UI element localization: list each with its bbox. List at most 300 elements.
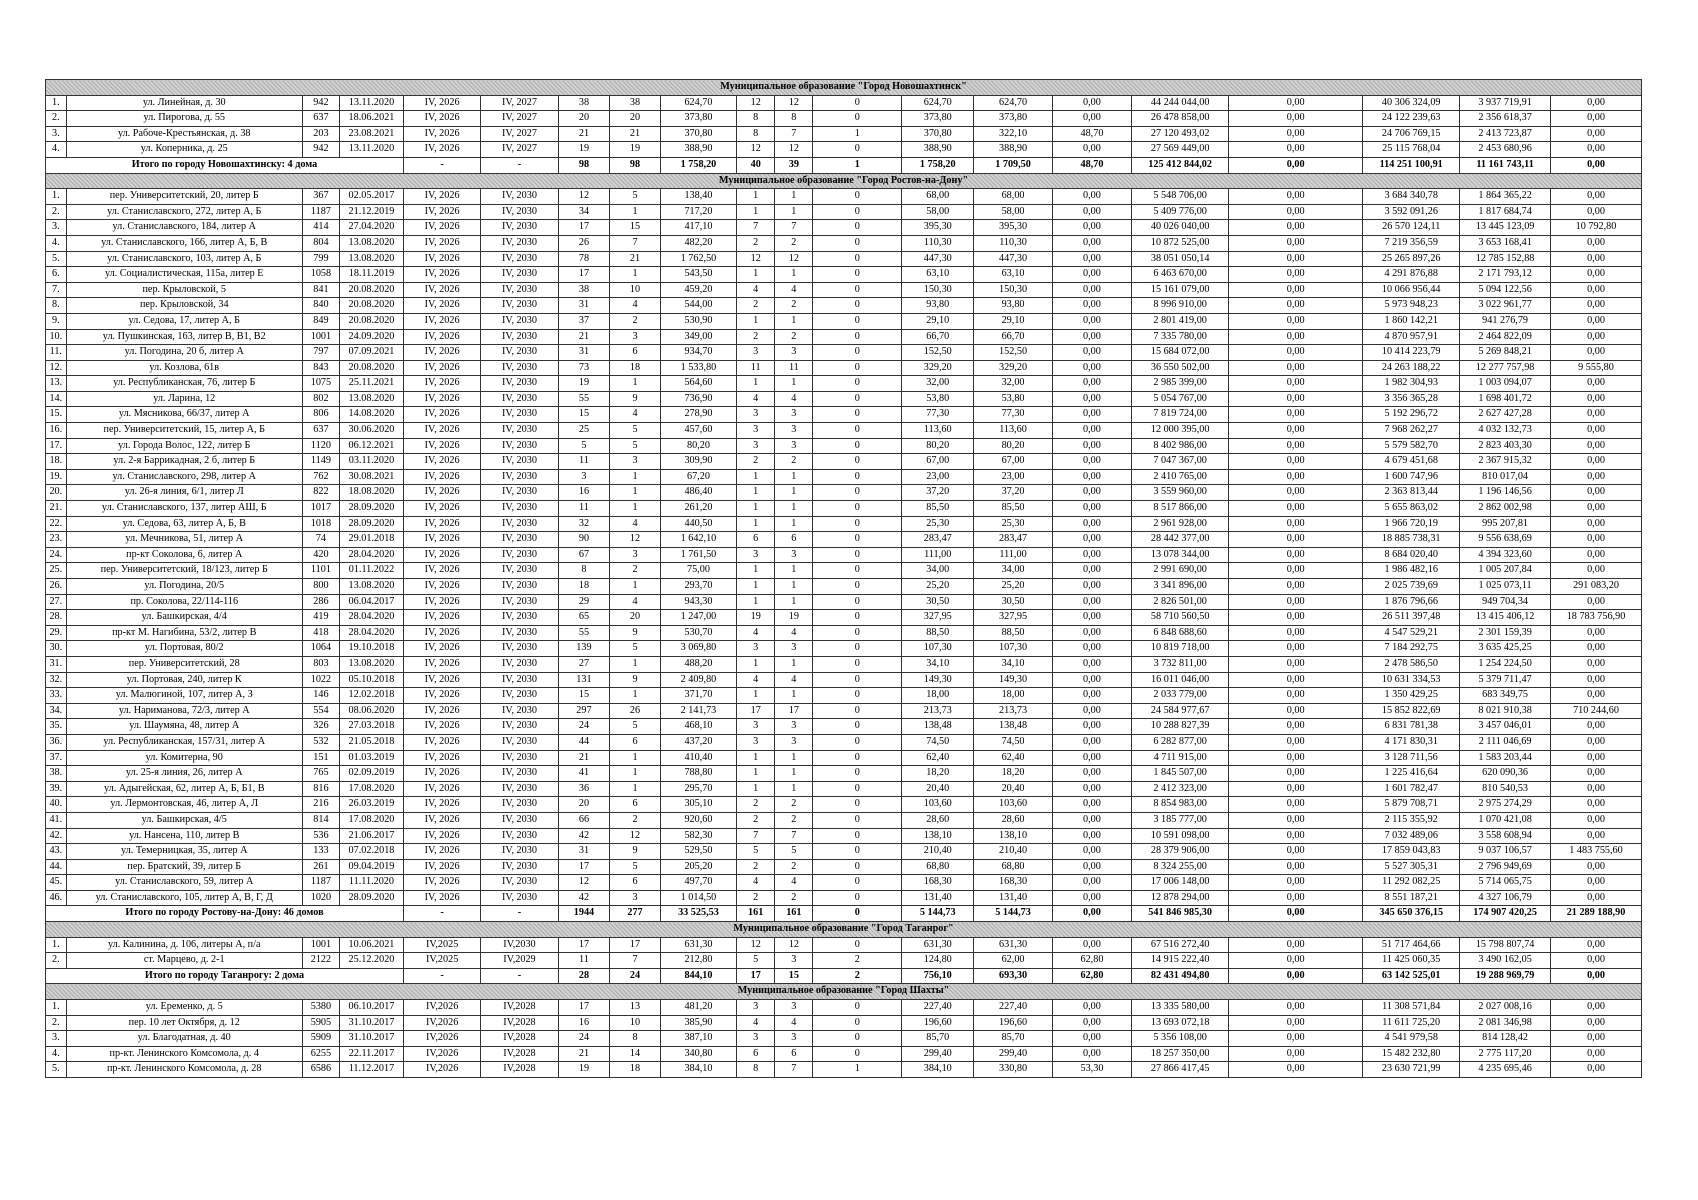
value-cell: 0,00 <box>1052 438 1131 454</box>
table-row <box>46 844 1642 860</box>
value-cell: 0,00 <box>1550 298 1641 314</box>
value-cell: 0 <box>813 734 902 750</box>
table-row <box>46 859 1642 875</box>
address-cell: ул. Лермонтовская, 46, литер А, Л <box>66 797 302 813</box>
value-cell: IV, 2027 <box>481 95 558 111</box>
value-cell: 486,40 <box>660 485 736 501</box>
table-row <box>46 953 1642 969</box>
value-cell: 0,00 <box>1550 797 1641 813</box>
value-cell: 4 032 132,73 <box>1460 423 1551 439</box>
value-cell: 0,00 <box>1229 516 1363 532</box>
value-cell: 420 <box>302 547 339 563</box>
value-cell: 530,90 <box>660 313 736 329</box>
row-number: 1. <box>46 937 67 953</box>
value-cell: 18 <box>610 360 661 376</box>
row-number: 35. <box>46 719 67 735</box>
value-cell: 0,00 <box>1550 563 1641 579</box>
value-cell: 15 <box>558 688 610 704</box>
value-cell: 0,00 <box>1550 641 1641 657</box>
row-number: 1. <box>46 189 67 205</box>
value-cell: IV,2026 <box>403 1000 480 1016</box>
value-cell: 0,00 <box>1052 1015 1131 1031</box>
total-value: 174 907 420,25 <box>1460 906 1551 922</box>
total-label: Итого по городу Ростову-на-Дону: 46 домов <box>46 906 404 922</box>
value-cell: 1022 <box>302 672 339 688</box>
value-cell: 2 081 346,98 <box>1460 1015 1551 1031</box>
value-cell: 0,00 <box>1229 469 1363 485</box>
value-cell: 0,00 <box>1052 719 1131 735</box>
table-row <box>46 235 1642 251</box>
table-row <box>46 469 1642 485</box>
address-cell: ул. Седова, 17, литер А, Б <box>66 313 302 329</box>
value-cell: 88,50 <box>974 625 1052 641</box>
value-cell: 0,00 <box>1229 204 1363 220</box>
value-cell: 103,60 <box>974 797 1052 813</box>
table-row <box>46 594 1642 610</box>
value-cell: 0,00 <box>1229 688 1363 704</box>
value-cell: IV, 2026 <box>403 547 480 563</box>
value-cell: 17 <box>558 267 610 283</box>
value-cell: 440,50 <box>660 516 736 532</box>
value-cell: 1 025 073,11 <box>1460 579 1551 595</box>
value-cell: 459,20 <box>660 282 736 298</box>
value-cell: 5 579 582,70 <box>1363 438 1460 454</box>
value-cell: 327,95 <box>902 610 974 626</box>
value-cell: 85,50 <box>974 501 1052 517</box>
value-cell: 1 014,50 <box>660 890 736 906</box>
value-cell: 32,00 <box>974 376 1052 392</box>
value-cell: 0,00 <box>1550 391 1641 407</box>
value-cell: IV, 2030 <box>481 828 558 844</box>
value-cell: 3 <box>737 423 775 439</box>
total-value: 15 <box>775 968 813 984</box>
value-cell: 10.06.2021 <box>339 937 403 953</box>
address-cell: ул. Пушкинская, 163, литер В, В1, В2 <box>66 329 302 345</box>
value-cell: 18,20 <box>902 766 974 782</box>
value-cell: IV, 2030 <box>481 656 558 672</box>
value-cell: 2 <box>737 454 775 470</box>
total-value: 0,00 <box>1229 906 1363 922</box>
value-cell: 0 <box>813 1046 902 1062</box>
value-cell: 1 247,00 <box>660 610 736 626</box>
value-cell: 107,30 <box>974 641 1052 657</box>
value-cell: 3 <box>610 454 661 470</box>
value-cell: 0,00 <box>1229 438 1363 454</box>
value-cell: 3 <box>775 438 813 454</box>
value-cell: 4 <box>737 391 775 407</box>
total-value: 98 <box>558 157 610 173</box>
address-cell: пер. Университетский, 15, литер А, Б <box>66 423 302 439</box>
value-cell: 30.08.2021 <box>339 469 403 485</box>
value-cell: 278,90 <box>660 407 736 423</box>
value-cell: 2 <box>737 859 775 875</box>
value-cell: 305,10 <box>660 797 736 813</box>
value-cell: 131,40 <box>902 890 974 906</box>
value-cell: 20.08.2020 <box>339 298 403 314</box>
value-cell: 0,00 <box>1229 828 1363 844</box>
value-cell: 131,40 <box>974 890 1052 906</box>
table-row <box>46 563 1642 579</box>
value-cell: 62,40 <box>902 750 974 766</box>
value-cell: 0,00 <box>1550 376 1641 392</box>
value-cell: 0 <box>813 423 902 439</box>
value-cell: IV, 2026 <box>403 859 480 875</box>
value-cell: 0,00 <box>1052 890 1131 906</box>
value-cell: 213,73 <box>902 703 974 719</box>
value-cell: 31.10.2017 <box>339 1015 403 1031</box>
value-cell: 2 796 949,69 <box>1460 859 1551 875</box>
value-cell: 370,80 <box>902 126 974 142</box>
value-cell: 67 516 272,40 <box>1132 937 1229 953</box>
value-cell: 26 <box>610 703 661 719</box>
value-cell: 8 551 187,21 <box>1363 890 1460 906</box>
address-cell: ул. Портовая, 240, литер К <box>66 672 302 688</box>
value-cell: 139 <box>558 641 610 657</box>
value-cell: 27 866 417,45 <box>1132 1062 1229 1078</box>
value-cell: 13.08.2020 <box>339 579 403 595</box>
value-cell: 44 <box>558 734 610 750</box>
value-cell: IV, 2026 <box>403 641 480 657</box>
value-cell: 68,00 <box>974 189 1052 205</box>
address-cell: ст. Марцево, д. 2-1 <box>66 953 302 969</box>
value-cell: 1 600 747,96 <box>1363 469 1460 485</box>
value-cell: 797 <box>302 345 339 361</box>
value-cell: 1 <box>610 579 661 595</box>
value-cell: 28.09.2020 <box>339 501 403 517</box>
value-cell: 15 <box>558 407 610 423</box>
value-cell: 683 349,75 <box>1460 688 1551 704</box>
value-cell: 0,00 <box>1052 313 1131 329</box>
table-row <box>46 1062 1642 1078</box>
value-cell: 299,40 <box>902 1046 974 1062</box>
total-value: 62,80 <box>1052 968 1131 984</box>
value-cell: 124,80 <box>902 953 974 969</box>
value-cell: 0,00 <box>1052 1031 1131 1047</box>
value-cell: 7 <box>737 220 775 236</box>
value-cell: 457,60 <box>660 423 736 439</box>
total-value: 277 <box>610 906 661 922</box>
value-cell: 0 <box>813 1000 902 1016</box>
value-cell: 0,00 <box>1229 547 1363 563</box>
value-cell: 10 792,80 <box>1550 220 1641 236</box>
total-value: 1 758,20 <box>902 157 974 173</box>
section-title: Муниципальное образование "Город Таганрог" <box>46 922 1642 938</box>
value-cell: 110,30 <box>902 235 974 251</box>
value-cell: 1 <box>775 376 813 392</box>
value-cell: 4 394 323,60 <box>1460 547 1551 563</box>
value-cell: 23.08.2021 <box>339 126 403 142</box>
value-cell: 1 698 401,72 <box>1460 391 1551 407</box>
value-cell: 0,00 <box>1052 594 1131 610</box>
value-cell: 5 973 948,23 <box>1363 298 1460 314</box>
value-cell: IV, 2026 <box>403 875 480 891</box>
value-cell: 93,80 <box>902 298 974 314</box>
value-cell: 4 <box>737 672 775 688</box>
value-cell: 12.02.2018 <box>339 688 403 704</box>
value-cell: 554 <box>302 703 339 719</box>
table-row <box>46 688 1642 704</box>
total-value: 1 709,50 <box>974 157 1052 173</box>
value-cell: 0,00 <box>1550 235 1641 251</box>
value-cell: 10 819 718,00 <box>1132 641 1229 657</box>
value-cell: 3 <box>737 1031 775 1047</box>
value-cell: 21.12.2019 <box>339 204 403 220</box>
value-cell: 1 <box>610 267 661 283</box>
value-cell: 799 <box>302 251 339 267</box>
value-cell: 133 <box>302 844 339 860</box>
value-cell: IV, 2026 <box>403 501 480 517</box>
value-cell: 0,00 <box>1229 563 1363 579</box>
total-value: 161 <box>775 906 813 922</box>
value-cell: 0,00 <box>1550 485 1641 501</box>
table-row <box>46 251 1642 267</box>
value-cell: 0 <box>813 235 902 251</box>
value-cell: 2 991 690,00 <box>1132 563 1229 579</box>
address-cell: ул. Станиславского, 184, литер А <box>66 220 302 236</box>
value-cell: 419 <box>302 610 339 626</box>
value-cell: 2 <box>737 890 775 906</box>
value-cell: 637 <box>302 423 339 439</box>
value-cell: 1101 <box>302 563 339 579</box>
value-cell: 02.05.2017 <box>339 189 403 205</box>
value-cell: 0,00 <box>1550 625 1641 641</box>
row-number: 11. <box>46 345 67 361</box>
value-cell: 0 <box>813 95 902 111</box>
value-cell: 0,00 <box>1052 750 1131 766</box>
table-row <box>46 750 1642 766</box>
value-cell: 0,00 <box>1052 610 1131 626</box>
value-cell: 9 <box>610 625 661 641</box>
value-cell: 0,00 <box>1052 703 1131 719</box>
value-cell: 1149 <box>302 454 339 470</box>
value-cell: 24 <box>558 1031 610 1047</box>
value-cell: 8 <box>737 1062 775 1078</box>
value-cell: IV, 2026 <box>403 282 480 298</box>
value-cell: 1 <box>610 204 661 220</box>
value-cell: 27.04.2020 <box>339 220 403 236</box>
value-cell: 0,00 <box>1550 812 1641 828</box>
total-value: 161 <box>737 906 775 922</box>
row-number: 12. <box>46 360 67 376</box>
value-cell: 2 <box>610 812 661 828</box>
value-cell: 0,00 <box>1052 189 1131 205</box>
value-cell: 11 <box>558 501 610 517</box>
total-value: 541 846 985,30 <box>1132 906 1229 922</box>
value-cell: 3 <box>775 547 813 563</box>
value-cell: 0,00 <box>1229 251 1363 267</box>
value-cell: 0 <box>813 781 902 797</box>
value-cell: 0,00 <box>1229 376 1363 392</box>
value-cell: 3 022 961,77 <box>1460 298 1551 314</box>
value-cell: 0 <box>813 890 902 906</box>
value-cell: 20 <box>558 797 610 813</box>
address-cell: ул. 2-я Баррикадная, 2 б, литер Б <box>66 454 302 470</box>
address-cell: ул. Портовая, 80/2 <box>66 641 302 657</box>
value-cell: 1 005 207,84 <box>1460 563 1551 579</box>
value-cell: 4 <box>737 1015 775 1031</box>
table-row <box>46 95 1642 111</box>
value-cell: 131 <box>558 672 610 688</box>
value-cell: 0,00 <box>1550 204 1641 220</box>
table-row <box>46 766 1642 782</box>
value-cell: 0,00 <box>1229 750 1363 766</box>
value-cell: 8 <box>775 111 813 127</box>
total-value: 0 <box>813 906 902 922</box>
row-number: 7. <box>46 282 67 298</box>
value-cell: 23,00 <box>902 469 974 485</box>
value-cell: 7 <box>775 1062 813 1078</box>
value-cell: 371,70 <box>660 688 736 704</box>
value-cell: 418 <box>302 625 339 641</box>
value-cell: 395,30 <box>974 220 1052 236</box>
total-value: 756,10 <box>902 968 974 984</box>
value-cell: 349,00 <box>660 329 736 345</box>
table-row <box>46 1000 1642 1016</box>
value-cell: 1 <box>610 688 661 704</box>
value-cell: 0,00 <box>1052 204 1131 220</box>
value-cell: 85,70 <box>902 1031 974 1047</box>
row-number: 31. <box>46 656 67 672</box>
value-cell: IV, 2026 <box>403 485 480 501</box>
value-cell: 0,00 <box>1052 454 1131 470</box>
value-cell: 3 <box>737 547 775 563</box>
value-cell: 1 070 421,08 <box>1460 812 1551 828</box>
value-cell: 93,80 <box>974 298 1052 314</box>
value-cell: 1 <box>775 688 813 704</box>
value-cell: IV, 2026 <box>403 469 480 485</box>
value-cell: 0,00 <box>1229 859 1363 875</box>
value-cell: 0,00 <box>1550 890 1641 906</box>
address-cell: ул. Социалистическая, 115а, литер Е <box>66 267 302 283</box>
value-cell: 11 308 571,84 <box>1363 1000 1460 1016</box>
value-cell: 0,00 <box>1052 267 1131 283</box>
value-cell: 388,90 <box>902 142 974 158</box>
value-cell: 0,00 <box>1550 766 1641 782</box>
value-cell: 1 <box>737 688 775 704</box>
value-cell: 6 848 688,60 <box>1132 625 1229 641</box>
value-cell: 0 <box>813 766 902 782</box>
value-cell: 37,20 <box>974 485 1052 501</box>
value-cell: 0,00 <box>1550 126 1641 142</box>
value-cell: 8 324 255,00 <box>1132 859 1229 875</box>
value-cell: IV,2028 <box>481 1046 558 1062</box>
row-number: 37. <box>46 750 67 766</box>
total-value: 21 289 188,90 <box>1550 906 1641 922</box>
value-cell: 0,00 <box>1550 1062 1641 1078</box>
table-row <box>46 282 1642 298</box>
row-number: 15. <box>46 407 67 423</box>
value-cell: 40 026 040,00 <box>1132 220 1229 236</box>
value-cell: 15 482 232,80 <box>1363 1046 1460 1062</box>
value-cell: 8 <box>558 563 610 579</box>
value-cell: 0 <box>813 407 902 423</box>
value-cell: 138,10 <box>974 828 1052 844</box>
total-value: - <box>403 906 480 922</box>
value-cell: 13 693 072,18 <box>1132 1015 1229 1031</box>
value-cell: 3 <box>775 423 813 439</box>
value-cell: 06.04.2017 <box>339 594 403 610</box>
total-value: 0,00 <box>1550 157 1641 173</box>
table-row <box>46 781 1642 797</box>
row-number: 4. <box>46 142 67 158</box>
value-cell: 8 517 866,00 <box>1132 501 1229 517</box>
value-cell: 0,00 <box>1229 485 1363 501</box>
value-cell: 849 <box>302 313 339 329</box>
value-cell: 74,50 <box>902 734 974 750</box>
value-cell: 90 <box>558 532 610 548</box>
value-cell: 2 033 779,00 <box>1132 688 1229 704</box>
value-cell: 44 244 044,00 <box>1132 95 1229 111</box>
value-cell: 74 <box>302 532 339 548</box>
value-cell: 370,80 <box>660 126 736 142</box>
value-cell: 3 <box>775 1000 813 1016</box>
value-cell: 11 <box>737 360 775 376</box>
total-value: 0,00 <box>1550 968 1641 984</box>
value-cell: 0,00 <box>1550 1000 1641 1016</box>
value-cell: 0,00 <box>1550 719 1641 735</box>
value-cell: 5 714 065,75 <box>1460 875 1551 891</box>
value-cell: 55 <box>558 391 610 407</box>
row-number: 2. <box>46 111 67 127</box>
value-cell: 3 <box>737 734 775 750</box>
value-cell: 0,00 <box>1229 734 1363 750</box>
value-cell: 2 <box>737 797 775 813</box>
value-cell: 138,48 <box>974 719 1052 735</box>
value-cell: 212,80 <box>660 953 736 969</box>
value-cell: 138,40 <box>660 189 736 205</box>
value-cell: 5 379 711,47 <box>1460 672 1551 688</box>
value-cell: 1 <box>737 766 775 782</box>
value-cell: 11 <box>775 360 813 376</box>
value-cell: 66,70 <box>974 329 1052 345</box>
value-cell: 1 003 094,07 <box>1460 376 1551 392</box>
address-cell: ул. Города Волос, 122, литер Б <box>66 438 302 454</box>
address-cell: пер. Крыловской, 5 <box>66 282 302 298</box>
value-cell: 0,00 <box>1550 594 1641 610</box>
value-cell: 387,10 <box>660 1031 736 1047</box>
value-cell: 6 <box>610 875 661 891</box>
value-cell: 150,30 <box>902 282 974 298</box>
value-cell: 196,60 <box>974 1015 1052 1031</box>
table-row <box>46 142 1642 158</box>
value-cell: 0 <box>813 111 902 127</box>
value-cell: 107,30 <box>902 641 974 657</box>
value-cell: 75,00 <box>660 563 736 579</box>
value-cell: 4 870 957,91 <box>1363 329 1460 345</box>
value-cell: 1 <box>775 313 813 329</box>
row-number: 21. <box>46 501 67 517</box>
table-row <box>46 485 1642 501</box>
total-value: 844,10 <box>660 968 736 984</box>
value-cell: IV, 2030 <box>481 579 558 595</box>
value-cell: 0,00 <box>1550 423 1641 439</box>
value-cell: 7 <box>737 828 775 844</box>
value-cell: 481,20 <box>660 1000 736 1016</box>
value-cell: IV, 2030 <box>481 672 558 688</box>
value-cell: 0,00 <box>1229 126 1363 142</box>
value-cell: 4 <box>610 407 661 423</box>
address-cell: ул. Станиславского, 298, литер А <box>66 469 302 485</box>
value-cell: 5 269 848,21 <box>1460 345 1551 361</box>
value-cell: 06.10.2017 <box>339 1000 403 1016</box>
value-cell: 152,50 <box>974 345 1052 361</box>
value-cell: IV,2026 <box>403 1015 480 1031</box>
value-cell: 1 <box>775 267 813 283</box>
value-cell: 0,00 <box>1550 734 1641 750</box>
value-cell: 7 <box>775 126 813 142</box>
value-cell: 0 <box>813 610 902 626</box>
row-number: 28. <box>46 610 67 626</box>
